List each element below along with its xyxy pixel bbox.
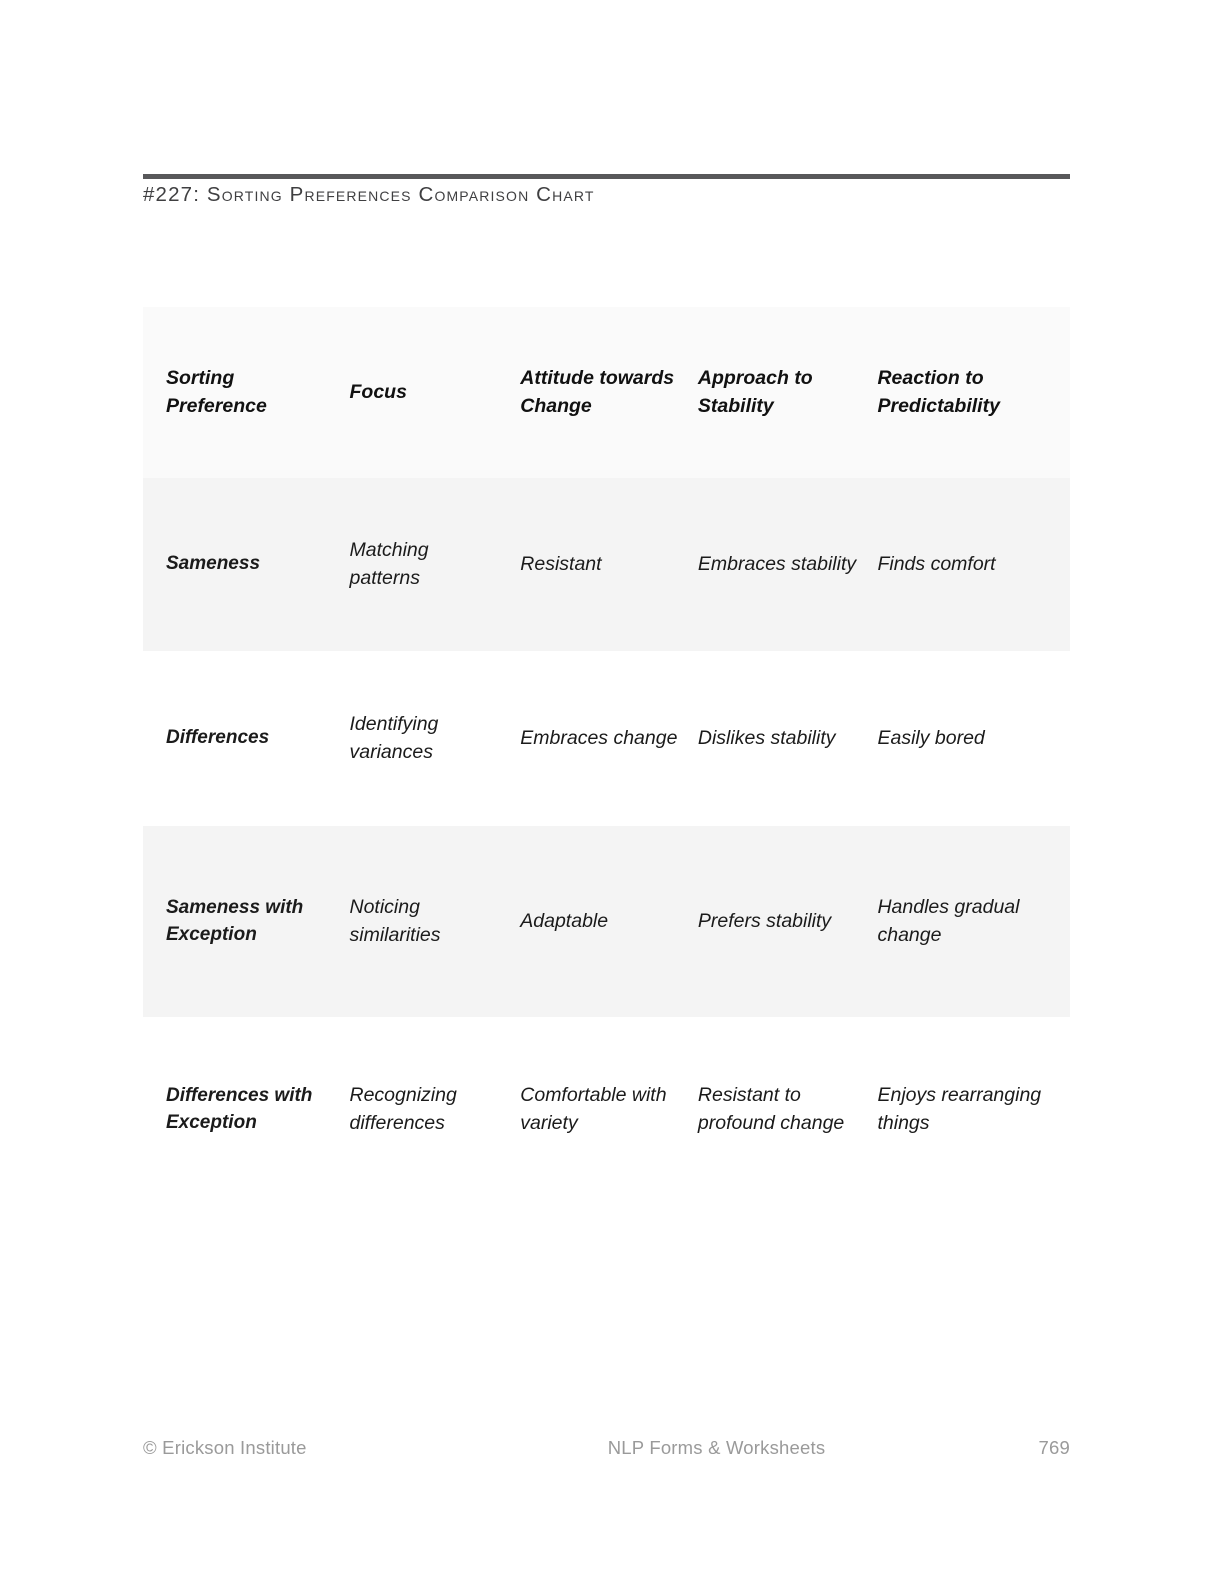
column-header-attitude-towards-change: Attitude towards Change bbox=[520, 366, 675, 417]
table-row bbox=[143, 1017, 1070, 1203]
table-row bbox=[143, 478, 1070, 651]
cell-predictability: Handles gradual change bbox=[877, 895, 1020, 946]
cell-predictability: Finds comfort bbox=[877, 552, 996, 575]
cell-focus: Recognizing differences bbox=[349, 1084, 457, 1134]
table-row bbox=[143, 826, 1070, 1017]
sorting-preferences-table bbox=[143, 307, 1070, 1203]
cell-attitude: Embraces change bbox=[520, 726, 678, 749]
cell-sorting-preference: Sameness bbox=[166, 553, 261, 575]
cell-focus: Matching patterns bbox=[349, 538, 429, 589]
cell-attitude: Resistant bbox=[520, 552, 602, 575]
footer-copyright: © Erickson Institute bbox=[143, 1437, 307, 1458]
cell-predictability: Easily bored bbox=[877, 726, 985, 749]
column-header-focus: Focus bbox=[349, 380, 407, 403]
column-header-approach-to-stability: Approach to Stability bbox=[697, 366, 813, 417]
table-row bbox=[143, 651, 1070, 826]
cell-attitude: Adaptable bbox=[520, 909, 609, 932]
cell-stability: Embraces stability bbox=[697, 552, 857, 575]
title-divider-rule bbox=[143, 174, 1070, 179]
cell-sorting-preference: Differences with Exception bbox=[166, 1085, 313, 1133]
cell-focus: Identifying variances bbox=[349, 712, 439, 763]
cell-focus: Noticing similarities bbox=[349, 895, 441, 946]
cell-attitude: Comfortable with variety bbox=[520, 1084, 667, 1134]
column-header-sorting-preference: Sorting Preference bbox=[166, 366, 267, 417]
footer-page-number: 769 bbox=[1038, 1437, 1070, 1458]
cell-stability: Dislikes stability bbox=[697, 726, 836, 749]
cell-predictability: Enjoys rearranging things bbox=[877, 1084, 1042, 1134]
column-header-reaction-to-predictability: Reaction to Predictability bbox=[877, 366, 1000, 417]
page-title: #227: Sorting Preferences Comparison Chart bbox=[143, 183, 595, 206]
table-header-row bbox=[143, 307, 1070, 478]
cell-stability: Prefers stability bbox=[697, 909, 832, 932]
footer-source: NLP Forms & Worksheets bbox=[607, 1437, 826, 1458]
cell-sorting-preference: Differences bbox=[166, 727, 270, 749]
cell-stability: Resistant to profound change bbox=[697, 1084, 845, 1134]
cell-sorting-preference: Sameness with Exception bbox=[166, 896, 304, 945]
page-footer bbox=[143, 1437, 1070, 1459]
